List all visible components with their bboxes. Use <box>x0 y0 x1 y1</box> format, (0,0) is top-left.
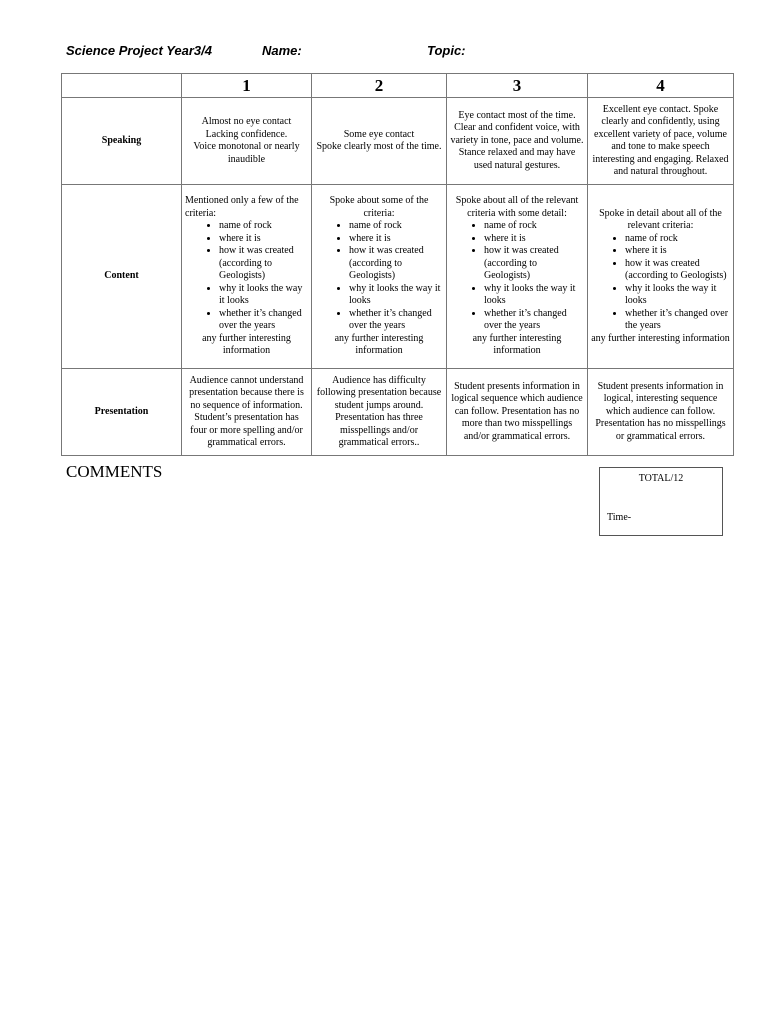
criteria-item: • whether it’s changed over the years <box>625 308 730 333</box>
criteria-item: • name of rock <box>625 233 730 246</box>
criteria-item: • whether it’s changed over the years <box>484 308 584 333</box>
content-cell-lead: Mentioned only a few of the criteria: <box>185 195 299 219</box>
rubric-table <box>61 73 734 456</box>
name-label: Name: <box>262 43 302 58</box>
criteria-item: • how it was created (according to Geologists) <box>219 245 308 283</box>
criteria-item: • how it was created (according to Geologists) <box>625 258 730 283</box>
criteria-item: • name of rock <box>349 220 443 233</box>
content-cell-1 <box>182 185 312 369</box>
corner-cell <box>62 74 182 98</box>
total-box <box>599 467 723 536</box>
speaking-cell-2: Some eye contact Spoke clearly most of the time. <box>312 98 447 185</box>
criteria-list <box>591 233 730 333</box>
criteria-item: • where it is <box>484 233 584 246</box>
content-cell-2 <box>312 185 447 369</box>
criteria-list <box>315 220 443 333</box>
comments-heading: COMMENTS <box>66 462 163 481</box>
content-cell-tail: any further interesting information <box>591 332 730 344</box>
score-header-1: 1 <box>182 74 312 98</box>
criteria-item: • whether it’s changed over the years <box>219 308 308 333</box>
criteria-item: • where it is <box>219 233 308 246</box>
row-label-content: Content <box>62 185 182 369</box>
project-title: Science Project Year3/4 <box>66 43 212 58</box>
row-label-presentation: Presentation <box>62 369 182 456</box>
rubric-header-row <box>62 74 734 98</box>
content-cell-3 <box>447 185 588 369</box>
score-header-3: 3 <box>447 74 588 98</box>
row-label-speaking: Speaking <box>62 98 182 185</box>
topic-label: Topic: <box>427 43 466 58</box>
content-cell-lead: Spoke in detail about all of the relevant criteria: <box>599 207 722 232</box>
speaking-cell-3: Eye contact most of the time. Clear and confident voice, with variety in tone, pace and volume. Stance relaxed and may have used natural gestures. <box>447 98 588 185</box>
criteria-item: • how it was created (according to Geologists) <box>349 245 443 283</box>
criteria-item: • how it was created (according to Geologists) <box>484 245 584 283</box>
rubric-row-presentation <box>62 369 734 456</box>
content-cell-tail: any further interesting information <box>202 332 291 357</box>
criteria-item: • name of rock <box>484 220 584 233</box>
criteria-item: • why it looks the way it looks <box>349 283 443 308</box>
content-cell-4 <box>588 185 734 369</box>
criteria-item: • where it is <box>349 233 443 246</box>
page-header <box>66 43 706 61</box>
presentation-cell-1: Audience cannot understand presentation because there is no sequence of information. Student’s presentation has four or more spelling and/or grammatical errors. <box>182 369 312 456</box>
speaking-cell-4: Excellent eye contact. Spoke clearly and confidently, using excellent variety of pace, volume and tone to make speech interesting and engaging. Relaxed and natural throughout. <box>588 98 734 185</box>
criteria-item: • whether it’s changed over the years <box>349 308 443 333</box>
content-cell-lead: Spoke about all of the relevant criteria with some detail: <box>455 195 579 219</box>
score-header-2: 2 <box>312 74 447 98</box>
rubric-row-content <box>62 185 734 369</box>
content-cell-tail: any further interesting information <box>472 332 562 357</box>
total-label: TOTAL/12 <box>638 473 684 484</box>
rubric-row-speaking <box>62 98 734 185</box>
criteria-item: • why it looks the way it looks <box>219 283 308 308</box>
content-cell-tail: any further interesting information <box>334 332 424 357</box>
criteria-list <box>185 220 308 333</box>
criteria-item: • why it looks the way it looks <box>625 283 730 308</box>
time-label: Time- <box>607 512 632 523</box>
presentation-cell-2: Audience has difficulty following presentation because student jumps around. Presentation has three misspellings and/or grammatical errors.. <box>312 369 447 456</box>
score-header-4: 4 <box>588 74 734 98</box>
content-cell-lead: Spoke about some of the criteria: <box>329 195 429 219</box>
criteria-item: • name of rock <box>219 220 308 233</box>
criteria-item: • where it is <box>625 245 730 258</box>
criteria-item: • why it looks the way it looks <box>484 283 584 308</box>
presentation-cell-3: Student presents information in logical sequence which audience can follow. Presentation has no more than two misspellings and/or grammatical errors. <box>447 369 588 456</box>
criteria-list <box>450 220 584 333</box>
speaking-cell-1: Almost no eye contact Lacking confidence. Voice monotonal or nearly inaudible <box>182 98 312 185</box>
presentation-cell-4: Student presents information in logical, interesting sequence which audience can follow. Presentation has no misspellings or grammatical errors. <box>588 369 734 456</box>
